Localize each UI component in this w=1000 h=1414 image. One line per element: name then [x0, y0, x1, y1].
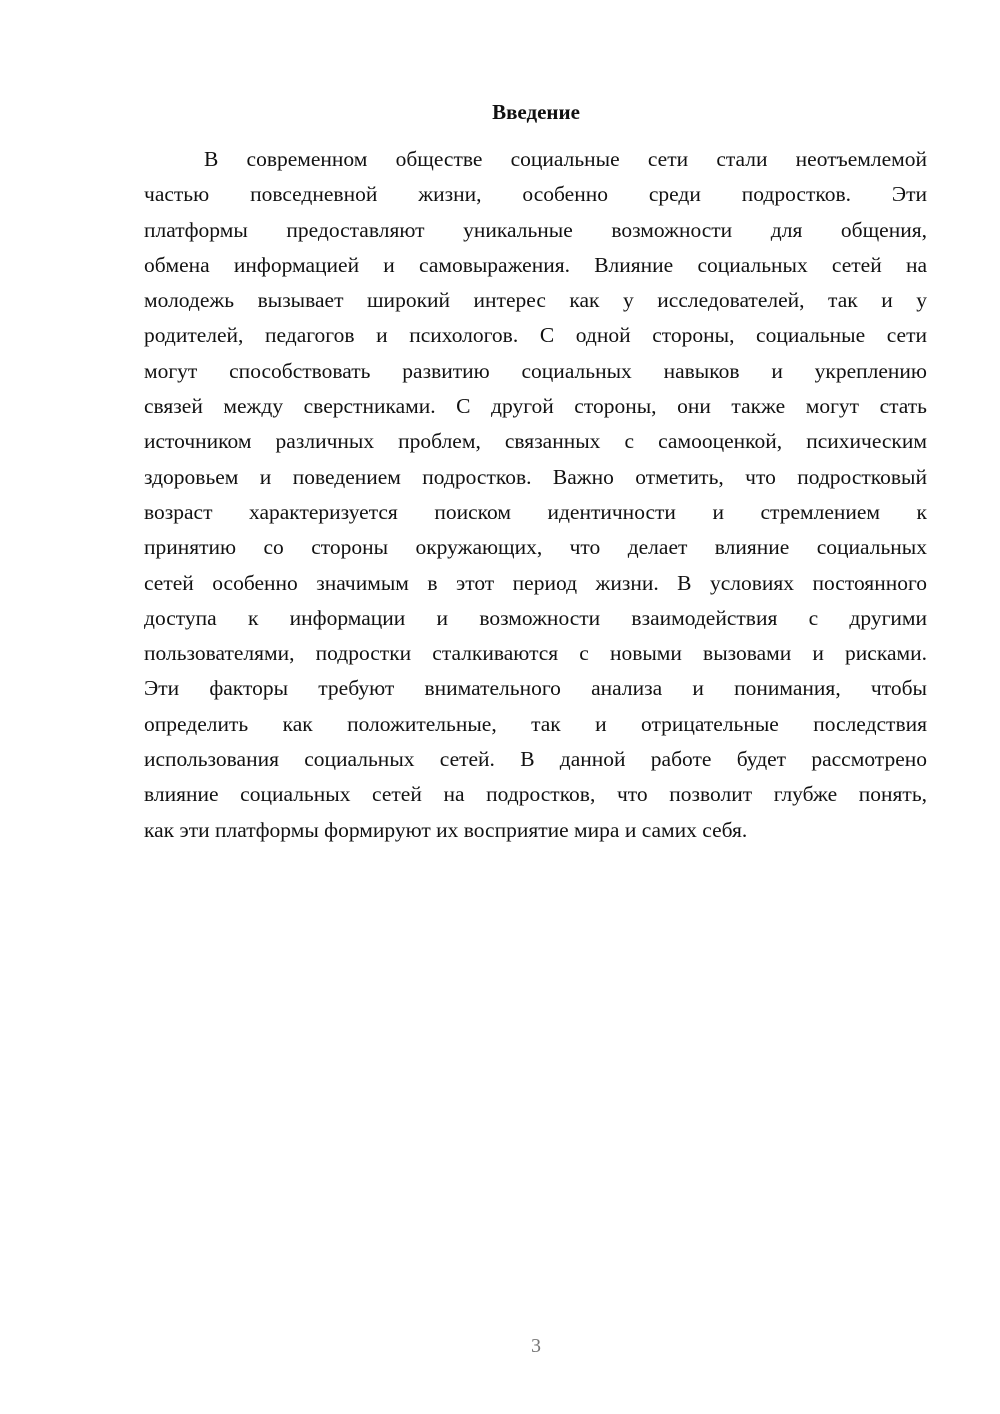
paragraph-line: доступа к информации и возможности взаимодействия с другими	[144, 605, 927, 630]
paragraph-line: как эти платформы формируют их восприятие мира и самих себя.	[144, 817, 748, 842]
paragraph-line: использования социальных сетей. В данной работе будет рассмотрено	[144, 747, 927, 772]
paragraph-line: здоровьем и поведением подростков. Важно отметить, что подростковый	[144, 464, 927, 489]
paragraph-line: платформы предоставляют уникальные возможности для общения,	[144, 217, 927, 242]
introduction-paragraph	[144, 142, 927, 848]
paragraph-line: определить как положительные, так и отрицательные последствия	[144, 711, 927, 736]
paragraph-line: частью повседневной жизни, особенно среди подростков. Эти	[144, 182, 927, 207]
paragraph-line: сетей особенно значимым в этот период жизни. В условиях постоянного	[144, 570, 927, 595]
paragraph-line: обмена информацией и самовыражения. Влияние социальных сетей на	[144, 252, 927, 277]
page-number: 3	[531, 1335, 541, 1357]
paragraph-line: влияние социальных сетей на подростков, что позволит глубже понять,	[144, 782, 927, 807]
paragraph-line: могут способствовать развитию социальных навыков и укреплению	[144, 358, 927, 383]
paragraph-line: Эти факторы требуют внимательного анализа и понимания, чтобы	[144, 676, 927, 701]
paragraph-line: возраст характеризуется поиском идентичности и стремлением к	[144, 499, 927, 524]
section-heading: Введение	[492, 100, 580, 124]
paragraph-line: молодежь вызывает широкий интерес как у исследователей, так и у	[144, 288, 927, 313]
paragraph-line: источником различных проблем, связанных с самооценкой, психическим	[144, 429, 927, 454]
paragraph-line: принятию со стороны окружающих, что делает влияние социальных	[144, 535, 927, 560]
paragraph-line: связей между сверстниками. С другой стороны, они также могут стать	[144, 394, 927, 419]
paragraph-line: пользователями, подростки сталкиваются с новыми вызовами и рисками.	[144, 641, 927, 666]
paragraph-line: родителей, педагогов и психологов. С одной стороны, социальные сети	[144, 323, 927, 348]
paragraph-line: В современном обществе социальные сети стали неотъемлемой	[204, 147, 927, 171]
